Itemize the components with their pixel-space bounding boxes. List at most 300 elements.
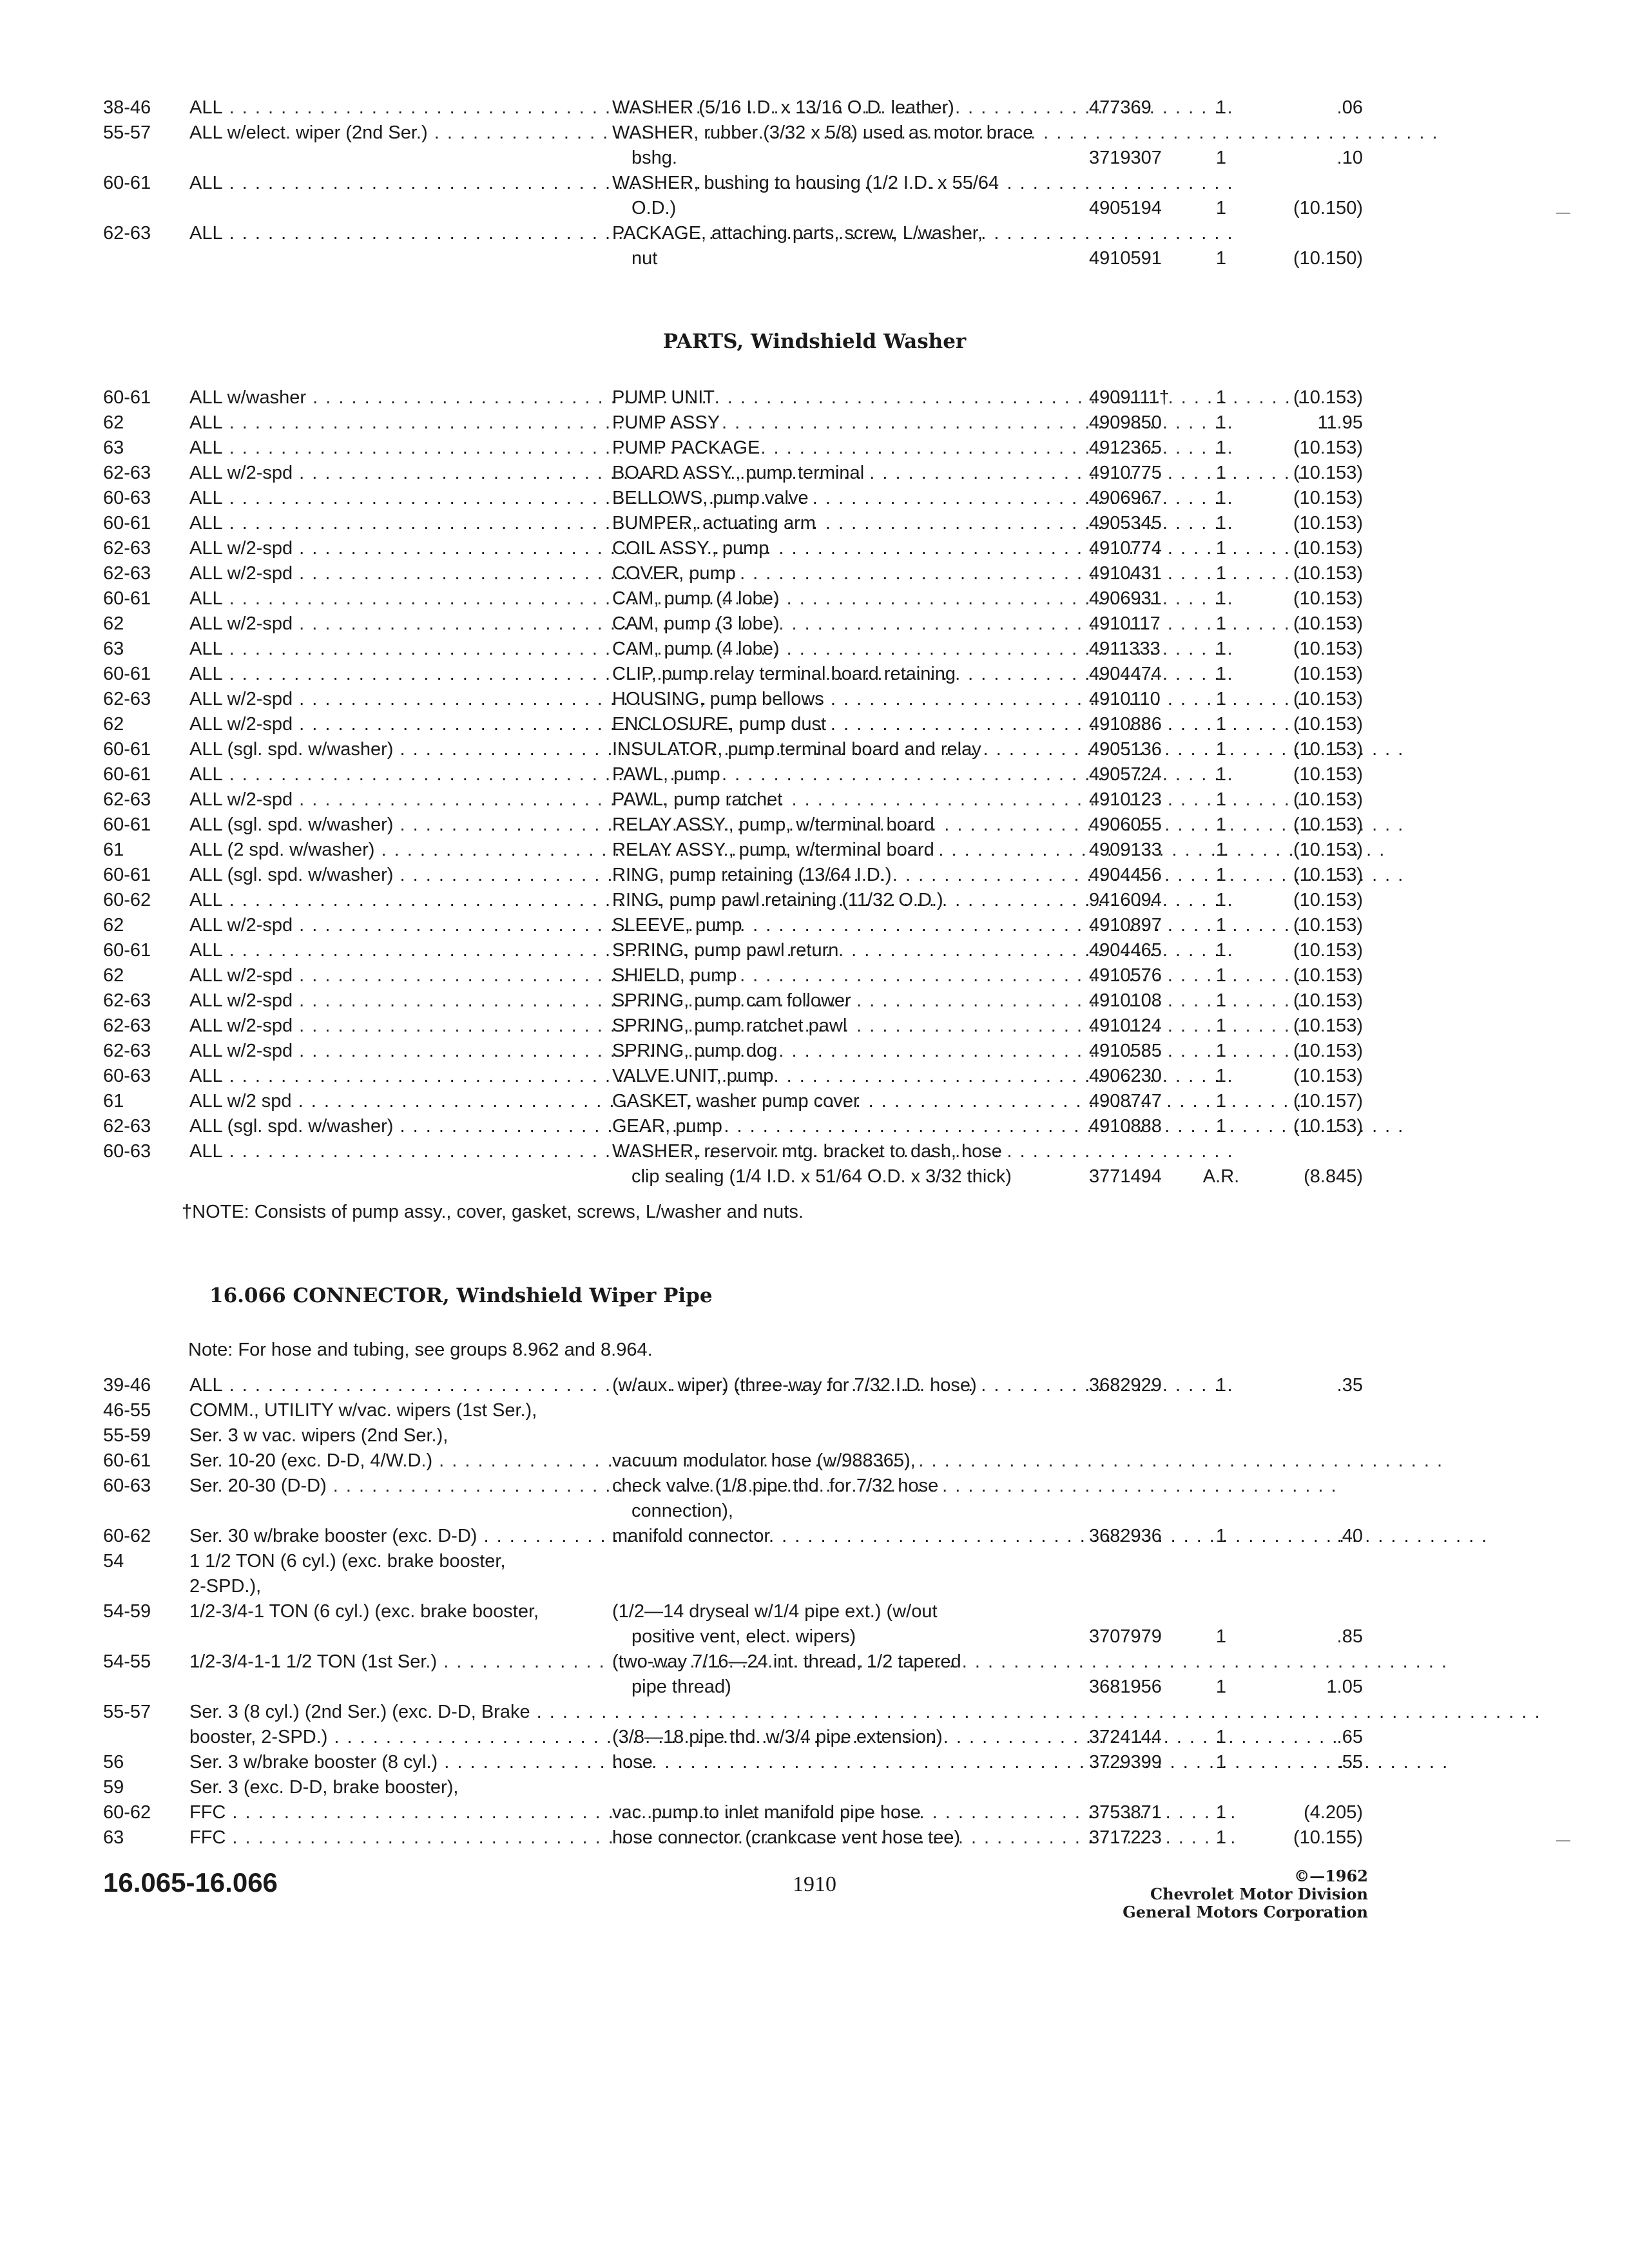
year-cell: 60-61 — [103, 865, 151, 885]
description-cell — [612, 611, 1076, 637]
model-cell: ALL w/2-spd . . . — [189, 536, 679, 561]
description-line: CLIP, pump relay terminal board retaining — [612, 664, 956, 684]
table-row — [103, 1423, 1534, 1448]
year-cell: 60-61 — [103, 764, 151, 785]
part-number-cell: 4910124 — [1089, 1015, 1162, 1036]
year-cell: 62 — [103, 412, 124, 433]
description-line: COIL ASSY., pump — [612, 538, 769, 559]
part-number-cell: 3717223 — [1089, 1827, 1162, 1848]
washer-parts-table — [103, 385, 1534, 1189]
price-cell: (10.153) — [1293, 488, 1363, 508]
table-row — [103, 1725, 1534, 1750]
price-cell: (10.153) — [1293, 437, 1363, 458]
description-line: WASHER (5/16 I.D. x 13/16 O.D. leather) — [612, 97, 954, 118]
description-line: COVER, pump — [612, 563, 736, 584]
year-cell: 62-63 — [103, 1116, 151, 1137]
model-cell: Ser. 10-20 (exc. D-D, 4/W.D.) . . . — [189, 1448, 679, 1474]
group-number: 16.065-16.066 — [103, 1867, 278, 1898]
description-line: BOARD ASSY., pump terminal — [612, 463, 865, 483]
description-cell — [612, 1474, 1076, 1521]
part-number-cell: 3729399 — [1089, 1752, 1162, 1773]
model-cell: ALL w/2-spd . . . — [189, 561, 679, 586]
quantity-cell: 1 — [1215, 1727, 1227, 1747]
year-cell: 62-63 — [103, 990, 151, 1011]
model-cell: ALL . . . — [189, 171, 679, 196]
year-cell: 62-63 — [103, 538, 151, 559]
price-cell: 1.05 — [1326, 1677, 1363, 1697]
year-cell: 59 — [103, 1777, 124, 1798]
description-line-2: nut — [631, 248, 658, 269]
description-cell — [612, 1014, 1076, 1039]
year-cell: 60-61 — [103, 513, 151, 533]
price-cell: .35 — [1336, 1375, 1363, 1396]
description-line: SPRING, pump dog — [612, 1041, 778, 1061]
price-cell: (10.153) — [1293, 739, 1363, 760]
year-cell: 60-63 — [103, 1141, 151, 1162]
model-cell: ALL w/2 spd . . . — [189, 1089, 679, 1114]
year-cell: 46-55 — [103, 1400, 151, 1421]
year-cell: 60-63 — [103, 1475, 151, 1496]
price-cell: (10.153) — [1293, 563, 1363, 584]
description-line: hose connector (crankcase vent hose tee) — [612, 1827, 961, 1848]
model-cell: ALL . . . — [189, 95, 679, 120]
model-cell: ALL w/2-spd . . . — [189, 1039, 679, 1064]
part-number-cell: 4905724 — [1089, 764, 1162, 785]
model-cell: 1/2-3/4-1-1 1/2 TON (1st Ser.) . . . — [189, 1649, 679, 1675]
margin-mark — [1556, 1840, 1570, 1841]
quantity-cell: 1 — [1215, 664, 1227, 684]
price-cell: (10.153) — [1293, 639, 1363, 659]
table-row — [103, 511, 1534, 536]
top-parts-table — [103, 95, 1534, 271]
table-row — [103, 611, 1534, 637]
connector-heading: 16.066 CONNECTOR, Windshield Wiper Pipe — [209, 1284, 713, 1307]
model-cell: ALL w/2-spd . . . — [189, 461, 679, 486]
price-cell: (8.845) — [1304, 1166, 1363, 1187]
part-number-cell: 4910585 — [1089, 1041, 1162, 1061]
price-cell: .85 — [1336, 1626, 1363, 1647]
description-cell — [612, 712, 1076, 737]
description-cell — [612, 171, 1076, 218]
quantity-cell: 1 — [1215, 689, 1227, 709]
year-cell: 62-63 — [103, 789, 151, 810]
table-row — [103, 637, 1534, 662]
description-line: WASHER, reservoir mtg. bracket to dash, hose — [612, 1141, 1002, 1162]
quantity-cell: 1 — [1215, 714, 1227, 735]
corporation: General Motors Corporation — [1123, 1903, 1368, 1921]
part-number-cell: 4910110 — [1089, 689, 1161, 709]
description-cell — [612, 687, 1076, 712]
description-line: (1/2—14 dryseal w/1/4 pipe ext.) (w/out — [612, 1601, 938, 1622]
quantity-cell: 1 — [1215, 463, 1227, 483]
quantity-cell: 1 — [1215, 940, 1227, 961]
model-cell: ALL . . . — [189, 888, 679, 913]
year-cell: 54-55 — [103, 1651, 151, 1672]
part-number-cell: 4904474 — [1089, 664, 1162, 684]
description-line: CAM, pump (4 lobe) — [612, 639, 780, 659]
part-number-cell: 4910576 — [1089, 965, 1162, 986]
price-cell: (10.153) — [1293, 538, 1363, 559]
price-cell: (4.205) — [1304, 1802, 1363, 1823]
year-cell: 60-61 — [103, 387, 151, 408]
description-line: PAWL, pump ratchet — [612, 789, 783, 810]
table-row — [103, 787, 1534, 812]
quantity-cell: 1 — [1215, 764, 1227, 785]
description-line-2: bshg. — [631, 148, 677, 168]
description-cell — [612, 95, 1076, 120]
year-cell: 55-57 — [103, 122, 151, 143]
table-row — [103, 1114, 1534, 1139]
connector-parts-table — [103, 1373, 1534, 1850]
description-line: GASKET, washer pump cover — [612, 1091, 860, 1111]
price-cell: (10.153) — [1293, 965, 1363, 986]
part-number-cell: 4910888 — [1089, 1116, 1162, 1137]
part-number-cell: 3707979 — [1089, 1626, 1162, 1647]
description-line: PUMP PACKAGE — [612, 437, 760, 458]
part-number-cell: 4912365 — [1089, 437, 1162, 458]
table-row — [103, 762, 1534, 787]
part-number-cell: 3724144 — [1089, 1727, 1162, 1747]
description-cell — [612, 1089, 1076, 1114]
year-cell: 60-63 — [103, 1066, 151, 1086]
model-cell: Ser. 20-30 (D-D) . . . — [189, 1474, 679, 1499]
table-row — [103, 486, 1534, 511]
description-line: RELAY ASSY., pump, w/terminal board — [612, 814, 934, 835]
price-cell: (10.153) — [1293, 613, 1363, 634]
quantity-cell: 1 — [1215, 890, 1227, 910]
description-cell — [612, 1825, 1076, 1850]
part-number-cell: 3682929 — [1089, 1375, 1162, 1396]
description-cell — [612, 1039, 1076, 1064]
part-number-cell: 4910774 — [1089, 538, 1162, 559]
table-row — [103, 171, 1534, 221]
price-cell: (10.153) — [1293, 764, 1363, 785]
description-cell — [612, 536, 1076, 561]
price-cell: (10.153) — [1293, 588, 1363, 609]
description-cell — [612, 1750, 1076, 1775]
table-row — [103, 1014, 1534, 1039]
description-line: (two-way 7/16—24 int. thread, 1/2 tapered — [612, 1651, 961, 1672]
table-row — [103, 812, 1534, 838]
description-cell — [612, 938, 1076, 963]
table-row — [103, 1039, 1534, 1064]
model-cell: ALL . . . — [189, 221, 679, 246]
copyright: ©—1962 — [1294, 1867, 1368, 1885]
description-cell — [612, 1524, 1076, 1549]
table-row — [103, 1139, 1534, 1189]
quantity-cell: 1 — [1215, 613, 1227, 634]
table-row — [103, 1549, 1534, 1574]
quantity-cell: 1 — [1215, 1375, 1227, 1396]
description-line: RING, pump pawl retaining (11/32 O.D.) — [612, 890, 943, 910]
table-row — [103, 662, 1534, 687]
quantity-cell: 1 — [1215, 1677, 1227, 1697]
quantity-cell: 1 — [1215, 865, 1227, 885]
year-cell: 56 — [103, 1752, 124, 1773]
description-cell — [612, 561, 1076, 586]
price-cell: (10.153) — [1293, 513, 1363, 533]
price-cell: (10.153) — [1293, 664, 1363, 684]
quantity-cell: 1 — [1215, 1752, 1227, 1773]
table-row — [103, 712, 1534, 737]
description-line: CAM, pump (4 lobe) — [612, 588, 780, 609]
price-cell: (10.153) — [1293, 1015, 1363, 1036]
quantity-cell: 1 — [1215, 588, 1227, 609]
model-cell: 1 1/2 TON (6 cyl.) (exc. brake booster, — [189, 1551, 506, 1571]
description-cell — [612, 637, 1076, 662]
description-line-2: O.D.) — [631, 198, 677, 218]
description-cell — [612, 888, 1076, 913]
table-row — [103, 1064, 1534, 1089]
model-cell: ALL w/2-spd . . . — [189, 611, 679, 637]
description-line: WASHER, rubber (3/32 x 5/8) used as motor brace — [612, 122, 1034, 143]
description-line: RELAY ASSY., pump, w/terminal board — [612, 840, 934, 860]
model-cell: Ser. 3 (exc. D-D, brake booster), — [189, 1777, 459, 1798]
description-cell — [612, 662, 1076, 687]
model-cell: ALL w/2-spd . . . — [189, 963, 679, 988]
table-row — [103, 461, 1534, 486]
model-cell: COMM., UTILITY w/vac. wipers (1st Ser.), — [189, 1400, 537, 1421]
price-cell: (10.153) — [1293, 789, 1363, 810]
price-cell: .10 — [1336, 148, 1363, 168]
year-cell: 62-63 — [103, 1041, 151, 1061]
model-cell: ALL w/2-spd . . . — [189, 1014, 679, 1039]
quantity-cell: 1 — [1215, 1626, 1227, 1647]
description-cell — [612, 1448, 1076, 1474]
part-number-cell: 4910886 — [1089, 714, 1162, 735]
description-line: SPRING, pump cam follower — [612, 990, 851, 1011]
table-row — [103, 1474, 1534, 1524]
model-cell: ALL . . . — [189, 486, 679, 511]
description-cell — [612, 486, 1076, 511]
description-line: INSULATOR, pump terminal board and relay — [612, 739, 981, 760]
model-cell: ALL w/2-spd . . . — [189, 988, 679, 1014]
price-cell: (10.153) — [1293, 387, 1363, 408]
connector-note: Note: For hose and tubing, see groups 8.962 and 8.964. — [188, 1340, 653, 1360]
description-line: BUMPER, actuating arm — [612, 513, 816, 533]
table-row — [103, 586, 1534, 611]
part-number-cell: 4904456 — [1089, 865, 1162, 885]
price-cell: (10.153) — [1293, 940, 1363, 961]
year-cell: 39-46 — [103, 1375, 151, 1396]
description-cell — [612, 988, 1076, 1014]
description-cell — [612, 511, 1076, 536]
part-number-cell: 4905136 — [1089, 739, 1162, 760]
model-cell: ALL . . . — [189, 1139, 679, 1164]
table-row — [103, 221, 1534, 271]
part-number-cell: 3771494 — [1089, 1166, 1162, 1187]
year-cell: 63 — [103, 639, 124, 659]
model-cell: ALL . . . — [189, 662, 679, 687]
year-cell: 54-59 — [103, 1601, 151, 1622]
description-cell — [612, 913, 1076, 938]
year-cell: 62 — [103, 714, 124, 735]
model-cell: ALL (sgl. spd. w/washer) . . . — [189, 737, 679, 762]
part-number-cell: 4906055 — [1089, 814, 1162, 835]
description-line: (w/aux. wiper) (three-way for 7/32 I.D. hose) — [612, 1375, 977, 1396]
year-cell: 62-63 — [103, 563, 151, 584]
table-row — [103, 938, 1534, 963]
description-cell — [612, 787, 1076, 812]
description-cell — [612, 762, 1076, 787]
description-line: SHIELD, pump — [612, 965, 737, 986]
model-cell: ALL . . . — [189, 586, 679, 611]
part-number-cell: 4906230 — [1089, 1066, 1162, 1086]
quantity-cell: 1 — [1215, 148, 1227, 168]
description-cell — [612, 1373, 1076, 1398]
year-cell: 60-62 — [103, 1802, 151, 1823]
model-cell: ALL . . . — [189, 1373, 679, 1398]
price-cell: (10.153) — [1293, 463, 1363, 483]
description-cell — [612, 385, 1076, 410]
quantity-cell: 1 — [1215, 1802, 1227, 1823]
quantity-cell: 1 — [1215, 1015, 1227, 1036]
year-cell: 55-59 — [103, 1425, 151, 1446]
price-cell: (10.150) — [1293, 248, 1363, 269]
year-cell: 60-61 — [103, 173, 151, 193]
quantity-cell: 1 — [1215, 248, 1227, 269]
description-cell — [612, 1649, 1076, 1697]
year-cell: 62-63 — [103, 463, 151, 483]
quantity-cell: 1 — [1215, 513, 1227, 533]
quantity-cell: 1 — [1215, 915, 1227, 936]
model-cell: FFC . . . — [189, 1800, 679, 1825]
price-cell: .55 — [1336, 1752, 1363, 1773]
quantity-cell: 1 — [1215, 97, 1227, 118]
model-cell: ALL w/2-spd . . . — [189, 787, 679, 812]
price-cell: (10.155) — [1293, 1827, 1363, 1848]
model-cell: booster, 2-SPD.) . . . — [189, 1725, 679, 1750]
part-number-cell: 3681956 — [1089, 1677, 1162, 1697]
description-line: VALVE UNIT, pump — [612, 1066, 774, 1086]
part-number-cell: 4905345 — [1089, 513, 1162, 533]
description-cell — [612, 1599, 1076, 1647]
quantity-cell: 1 — [1215, 437, 1227, 458]
description-cell — [612, 737, 1076, 762]
part-number-cell: 4904465 — [1089, 940, 1162, 961]
year-cell: 38-46 — [103, 97, 151, 118]
table-row — [103, 737, 1534, 762]
year-cell: 55-57 — [103, 1702, 151, 1722]
year-cell: 54 — [103, 1551, 124, 1571]
quantity-cell: 1 — [1215, 789, 1227, 810]
quantity-cell: 1 — [1215, 538, 1227, 559]
price-cell: .65 — [1336, 1727, 1363, 1747]
year-cell: 62 — [103, 613, 124, 634]
price-cell: (10.153) — [1293, 1116, 1363, 1137]
description-line-2: positive vent, elect. wipers) — [631, 1626, 856, 1647]
table-row — [103, 561, 1534, 586]
year-cell: 62-63 — [103, 223, 151, 244]
model-cell: ALL w/2-spd . . . — [189, 712, 679, 737]
description-cell — [612, 812, 1076, 838]
year-cell: 60-63 — [103, 488, 151, 508]
description-line: SPRING, pump pawl return — [612, 940, 839, 961]
year-cell: 61 — [103, 840, 124, 860]
table-row — [103, 1825, 1534, 1850]
table-row — [103, 1574, 1534, 1599]
table-row — [103, 863, 1534, 888]
model-cell: ALL . . . — [189, 1064, 679, 1089]
description-line: HOUSING, pump bellows — [612, 689, 824, 709]
price-cell: (10.153) — [1293, 890, 1363, 910]
year-cell: 62 — [103, 965, 124, 986]
quantity-cell: 1 — [1215, 1041, 1227, 1061]
table-row — [103, 1524, 1534, 1549]
year-cell: 60-61 — [103, 1450, 151, 1471]
model-cell: ALL . . . — [189, 637, 679, 662]
quantity-cell: 1 — [1215, 488, 1227, 508]
description-cell — [612, 1725, 1076, 1750]
description-line: PACKAGE, attaching parts, screw, L/washer, — [612, 223, 983, 244]
quantity-cell: 1 — [1215, 639, 1227, 659]
year-cell: 62 — [103, 915, 124, 936]
quantity-cell: 1 — [1215, 1116, 1227, 1137]
table-row — [103, 1775, 1534, 1800]
model-cell: ALL w/2-spd . . . — [189, 687, 679, 712]
part-number-cell: 3682936 — [1089, 1526, 1162, 1546]
margin-mark — [1556, 213, 1570, 214]
table-row — [103, 536, 1534, 561]
part-number-cell: 4909133 — [1089, 840, 1162, 860]
part-number-cell: 4910108 — [1089, 990, 1162, 1011]
price-cell: (10.153) — [1293, 1066, 1363, 1086]
year-cell: 63 — [103, 437, 124, 458]
part-number-cell: 4911333 — [1089, 639, 1161, 659]
quantity-cell: 1 — [1215, 814, 1227, 835]
description-line: SPRING, pump ratchet pawl — [612, 1015, 847, 1036]
part-number-cell: 3753871 — [1089, 1802, 1162, 1823]
price-cell: (10.153) — [1293, 840, 1363, 860]
description-line: RING, pump retaining (13/64 I.D.) — [612, 865, 892, 885]
quantity-cell: 1 — [1215, 1827, 1227, 1848]
description-cell — [612, 461, 1076, 486]
table-row — [103, 963, 1534, 988]
year-cell: 60-61 — [103, 940, 151, 961]
model-cell: ALL w/elect. wiper (2nd Ser.) . . . — [189, 120, 679, 146]
year-cell: 62-63 — [103, 689, 151, 709]
price-cell: .40 — [1336, 1526, 1363, 1546]
description-cell — [612, 120, 1076, 168]
table-row — [103, 1448, 1534, 1474]
quantity-cell: 1 — [1215, 1066, 1227, 1086]
quantity-cell: A.R. — [1202, 1166, 1240, 1187]
description-cell — [612, 1139, 1076, 1187]
table-row — [103, 436, 1534, 461]
quantity-cell: 1 — [1215, 840, 1227, 860]
parts-footnote: †NOTE: Consists of pump assy., cover, gasket, screws, L/washer and nuts. — [182, 1202, 804, 1222]
price-cell: (10.153) — [1293, 990, 1363, 1011]
price-cell: .06 — [1336, 97, 1363, 118]
year-cell: 60-61 — [103, 739, 151, 760]
description-cell — [612, 1114, 1076, 1139]
description-line: WASHER, bushing to housing (1/2 I.D. x 55/64 — [612, 173, 999, 193]
year-cell: 61 — [103, 1091, 124, 1111]
table-row — [103, 1373, 1534, 1398]
table-row — [103, 1599, 1534, 1649]
table-row — [103, 1089, 1534, 1114]
table-row — [103, 120, 1534, 171]
description-line-2: clip sealing (1/4 I.D. x 51/64 O.D. x 3/32 thick) — [631, 1166, 1012, 1187]
part-number-cell: 4908747 — [1089, 1091, 1162, 1111]
part-number-cell: 477369 — [1089, 97, 1152, 118]
year-cell: 60-61 — [103, 664, 151, 684]
part-number-cell: 4906931 — [1089, 588, 1162, 609]
quantity-cell: 1 — [1215, 1526, 1227, 1546]
description-line: (3/8—18 pipe thd. w/3/4 pipe extension) — [612, 1727, 943, 1747]
model-cell: ALL w/washer . . . — [189, 385, 679, 410]
description-cell — [612, 1800, 1076, 1825]
